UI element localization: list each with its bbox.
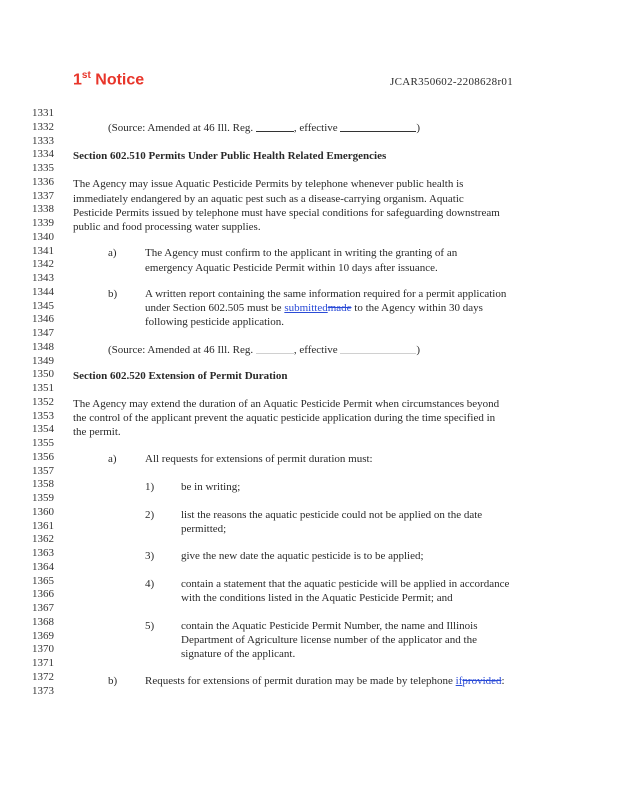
line-number: 1364 xyxy=(32,560,54,573)
subsection-label: b) xyxy=(108,288,118,300)
line-number: 1354 xyxy=(32,423,54,436)
line-number: 1365 xyxy=(32,574,54,587)
list-item-line: list the reasons the aquatic pesticide could not be applied on the date xyxy=(181,509,483,521)
list-item-line: be in writing; xyxy=(181,481,241,493)
list-item-number: 5) xyxy=(145,620,155,632)
line-number: 1372 xyxy=(32,670,54,683)
line-number: 1367 xyxy=(32,602,54,614)
paragraph-line: The Agency may extend the duration of an Aquatic Pesticide Permit when circumstances beyond xyxy=(73,398,500,410)
line-number: 1355 xyxy=(32,437,54,449)
line-number: 1362 xyxy=(32,533,54,546)
line-number: 1348 xyxy=(32,340,54,353)
line-number: 1366 xyxy=(32,588,54,601)
list-item-number: 1) xyxy=(145,481,155,493)
list-item-number: 2) xyxy=(145,509,155,521)
document-code: JCAR350602-2208628r01 xyxy=(390,76,514,88)
deleted-text: provided xyxy=(462,675,502,687)
subsection-line: The Agency must confirm to the applicant in writing the granting of an xyxy=(145,247,458,259)
line-number: 1371 xyxy=(32,657,54,669)
subsection-line: All requests for extensions of permit duration must: xyxy=(145,453,373,465)
subsection-label: a) xyxy=(108,247,117,259)
list-item-number: 3) xyxy=(145,550,155,562)
list-item-line: with the conditions listed in the Aquatic Pesticide Permit; and xyxy=(181,592,453,604)
paragraph-line: the permit. xyxy=(73,426,121,438)
inserted-text: submitted xyxy=(284,302,328,314)
subsection-line: under Section 602.505 must be submittedmade to the Agency within 30 days xyxy=(145,302,483,314)
line-number: 1337 xyxy=(32,189,54,202)
line-number: 1352 xyxy=(32,395,54,408)
line-number: 1357 xyxy=(32,464,54,477)
line-number: 1343 xyxy=(32,272,54,284)
line-number: 1338 xyxy=(32,203,54,216)
deleted-text: made xyxy=(327,302,352,314)
paragraph-line: Pesticide Permits issued by telephone must have special conditions for safeguarding downstream xyxy=(73,207,500,219)
line-number: 1336 xyxy=(32,175,54,188)
line-number: 1358 xyxy=(32,478,54,491)
line-number: 1334 xyxy=(32,148,54,161)
list-item-line: permitted; xyxy=(181,523,227,535)
line-number: 1345 xyxy=(32,299,54,312)
list-item-line: Department of Agriculture license number of the applicator and the xyxy=(181,634,477,646)
section-heading-510: Section 602.510 Permits Under Public Health Related Emergencies xyxy=(73,150,387,162)
list-item-number: 4) xyxy=(145,578,155,590)
line-number: 1373 xyxy=(32,684,54,697)
source-note-1: (Source: Amended at 46 Ill. Reg. , effective ) xyxy=(108,122,421,134)
subsection-line: emergency Aquatic Pesticide Permit within 10 days after issuance. xyxy=(145,262,438,274)
line-number: 1360 xyxy=(32,505,54,518)
line-number: 1332 xyxy=(32,120,54,133)
subsection-line: Requests for extensions of permit duration may be made by telephone ifprovided: xyxy=(145,675,505,687)
paragraph-line: the control of the applicant prevent the aquatic pesticide application during the time specified in xyxy=(73,412,496,424)
list-item-line: contain a statement that the aquatic pesticide will be applied in accordance xyxy=(181,578,510,590)
line-number: 1340 xyxy=(32,230,54,243)
line-number: 1333 xyxy=(32,134,54,147)
subsection-line: A written report containing the same information required for a permit application xyxy=(145,288,507,300)
line-number: 1344 xyxy=(32,285,54,298)
line-number: 1363 xyxy=(32,547,54,559)
line-number: 1342 xyxy=(32,258,54,271)
line-number: 1368 xyxy=(32,615,54,628)
subsection-label: b) xyxy=(108,675,118,687)
line-number: 1335 xyxy=(32,162,54,174)
line-number: 1331 xyxy=(32,107,54,119)
list-item-line: give the new date the aquatic pesticide is to be applied; xyxy=(181,550,424,562)
inserted-text: if xyxy=(455,675,463,687)
line-number: 1370 xyxy=(32,643,54,656)
line-number: 1339 xyxy=(32,217,54,229)
source-note-2: (Source: Amended at 46 Ill. Reg. , effective ) xyxy=(108,344,421,356)
paragraph-line: public and food processing water supplies. xyxy=(73,221,261,233)
line-number: 1361 xyxy=(32,519,54,532)
paragraph-line: immediately endangered by an aquatic pest such as a disease-carrying organism. Aquatic xyxy=(73,193,464,205)
line-number: 1369 xyxy=(32,629,54,642)
section-heading-520: Section 602.520 Extension of Permit Duration xyxy=(73,370,288,382)
line-number: 1353 xyxy=(32,409,54,422)
line-number: 1350 xyxy=(32,368,54,381)
subsection-label: a) xyxy=(108,453,117,465)
line-number: 1349 xyxy=(32,354,54,367)
line-number: 1359 xyxy=(32,492,54,504)
line-number: 1347 xyxy=(32,327,54,339)
paragraph-line: The Agency may issue Aquatic Pesticide Permits by telephone whenever public health is xyxy=(73,178,464,190)
line-number: 1356 xyxy=(32,450,54,463)
line-number: 1351 xyxy=(32,382,54,394)
line-number: 1346 xyxy=(32,313,54,326)
subsection-line: following pesticide application. xyxy=(145,316,284,328)
line-number: 1341 xyxy=(32,244,54,257)
list-item-line: signature of the applicant. xyxy=(181,648,296,660)
list-item-line: contain the Aquatic Pesticide Permit Number, the name and Illinois xyxy=(181,620,478,632)
notice-title: 1st Notice xyxy=(73,70,145,89)
